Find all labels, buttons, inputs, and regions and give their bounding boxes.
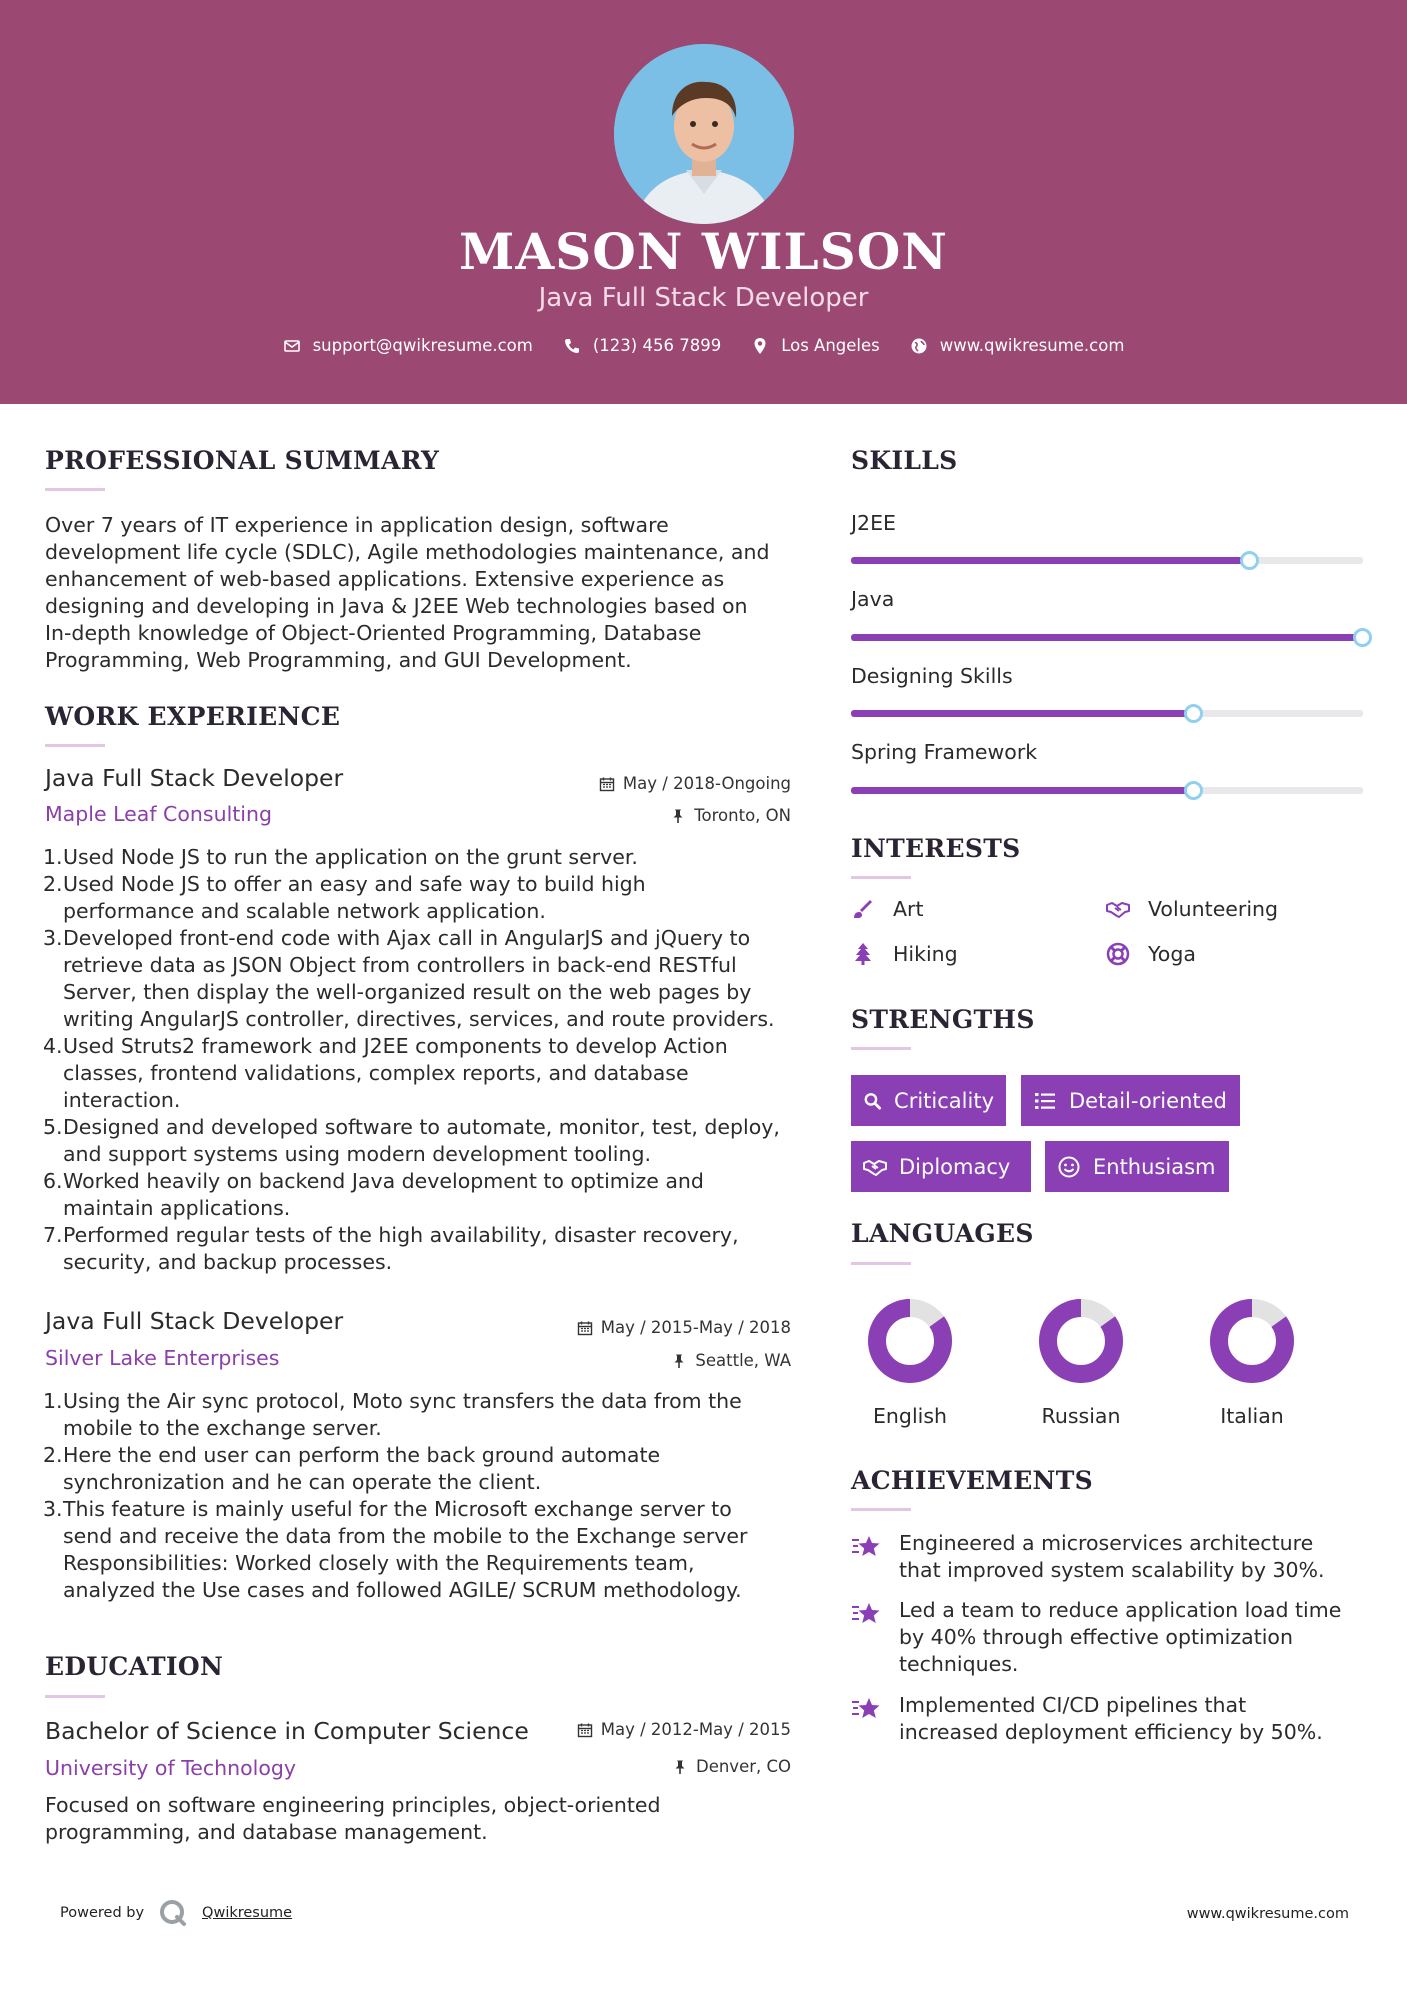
item-number: 3. bbox=[43, 926, 63, 950]
interests-divider bbox=[851, 876, 911, 879]
list-item bbox=[45, 871, 805, 925]
list-item bbox=[45, 844, 805, 871]
list-item bbox=[45, 1114, 805, 1168]
item-number: 3. bbox=[43, 1497, 63, 1521]
strengths-divider bbox=[851, 1047, 911, 1050]
item-number: 2. bbox=[43, 872, 63, 896]
pushpin-icon bbox=[671, 1353, 687, 1369]
list-item bbox=[45, 1033, 805, 1114]
education-heading: EDUCATION bbox=[45, 1652, 224, 1681]
shooting-star-icon bbox=[851, 1694, 881, 1724]
skill-label: Java bbox=[851, 587, 895, 611]
achievement-line: that improved system scalability by 30%. bbox=[899, 1558, 1325, 1582]
item-line: Designed and developed software to automate, monitor, test, deploy, bbox=[63, 1115, 780, 1139]
map-pin-icon bbox=[751, 337, 769, 355]
job-location bbox=[671, 1351, 791, 1370]
skill-bar bbox=[851, 557, 1363, 564]
achievement-line: by 40% through effective optimization bbox=[899, 1625, 1293, 1649]
location-text: Los Angeles bbox=[781, 336, 880, 355]
job-date-text: May / 2018-Ongoing bbox=[622, 774, 791, 793]
profile-photo bbox=[614, 44, 794, 224]
contact-bar bbox=[0, 336, 1407, 355]
strength-label: Diplomacy bbox=[899, 1154, 1011, 1179]
job-responsibilities bbox=[45, 1388, 805, 1604]
skill-label: Designing Skills bbox=[851, 664, 1013, 688]
contact-email[interactable] bbox=[283, 336, 533, 355]
skill-label: Spring Framework bbox=[851, 740, 1038, 764]
tree-icon bbox=[851, 942, 875, 966]
job-date bbox=[577, 1318, 791, 1337]
contact-website[interactable] bbox=[910, 336, 1125, 355]
item-line: writing AngularJS controller, directives, services, and route providers. bbox=[63, 1007, 775, 1031]
item-line: classes, frontend validations, complex reports, and database bbox=[63, 1061, 689, 1085]
strength-badge bbox=[851, 1075, 1006, 1126]
experience-divider bbox=[45, 744, 105, 747]
calendar-icon bbox=[577, 1722, 593, 1738]
summary-line: Over 7 years of IT experience in application design, software bbox=[45, 513, 669, 537]
interest-item bbox=[851, 897, 924, 921]
strength-label: Enthusiasm bbox=[1093, 1154, 1216, 1179]
calendar-icon bbox=[577, 1320, 593, 1336]
skill-label: J2EE bbox=[851, 511, 896, 535]
education-location-text: Denver, CO bbox=[695, 1757, 791, 1776]
job-location-text: Toronto, ON bbox=[694, 806, 791, 825]
email-text: support@qwikresume.com bbox=[312, 336, 533, 355]
item-number: 6. bbox=[43, 1169, 63, 1193]
item-line: and support systems using modern development tooling. bbox=[63, 1142, 652, 1166]
lifebuoy-icon bbox=[1106, 942, 1130, 966]
avatar bbox=[614, 44, 794, 224]
summary-heading: PROFESSIONAL SUMMARY bbox=[45, 446, 440, 475]
skill-bar-fill bbox=[851, 710, 1194, 717]
summary-text bbox=[45, 512, 805, 674]
skill-bar-knob bbox=[1184, 704, 1203, 723]
item-line: Server, then display the well-organized result on the web pages by bbox=[63, 980, 752, 1004]
handshake-icon bbox=[1106, 897, 1130, 921]
strength-badge bbox=[1021, 1075, 1240, 1126]
footer-website[interactable]: www.qwikresume.com bbox=[1186, 1906, 1349, 1922]
skills-heading: SKILLS bbox=[851, 446, 958, 475]
item-line: Used Node JS to run the application on the grunt server. bbox=[63, 845, 638, 869]
powered-by-text: Powered by bbox=[60, 1905, 145, 1921]
achievements-heading: ACHIEVEMENTS bbox=[851, 1466, 1093, 1495]
interest-label: Art bbox=[893, 897, 924, 921]
strength-label: Criticality bbox=[894, 1088, 994, 1113]
skill-bar-fill bbox=[851, 787, 1194, 794]
skill-bar-knob bbox=[1353, 628, 1372, 647]
website-text: www.qwikresume.com bbox=[939, 336, 1125, 355]
interest-item bbox=[1106, 897, 1278, 921]
item-number: 4. bbox=[43, 1034, 63, 1058]
item-number: 1. bbox=[43, 845, 63, 869]
languages-heading: LANGUAGES bbox=[851, 1219, 1034, 1248]
interest-label: Yoga bbox=[1148, 942, 1196, 966]
item-line: Worked heavily on backend Java development to optimize and bbox=[63, 1169, 704, 1193]
job-date bbox=[599, 774, 791, 793]
summary-line: development life cycle (SDLC), Agile methodologies maintenance, and bbox=[45, 540, 770, 564]
strength-badge bbox=[1045, 1141, 1229, 1192]
phone-icon bbox=[563, 337, 581, 355]
brand-link[interactable]: Qwikresume bbox=[202, 1905, 293, 1921]
item-line: synchronization and he can operate the client. bbox=[63, 1470, 542, 1494]
strength-label: Detail-oriented bbox=[1069, 1088, 1227, 1113]
education-location bbox=[672, 1757, 791, 1776]
skill-bar-knob bbox=[1184, 781, 1203, 800]
summary-line: designing and developing in Java & J2EE Web technologies based on bbox=[45, 594, 748, 618]
achievement-line: increased deployment efficiency by 50%. bbox=[899, 1720, 1323, 1744]
smile-icon bbox=[1057, 1155, 1081, 1179]
summary-line: Programming, Web Programming, and GUI Development. bbox=[45, 648, 632, 672]
item-number: 2. bbox=[43, 1443, 63, 1467]
list-item bbox=[45, 1388, 805, 1442]
footer-powered-by bbox=[60, 1898, 292, 1928]
achievement-line: Implemented CI/CD pipelines that bbox=[899, 1693, 1247, 1717]
list-item bbox=[45, 1496, 805, 1604]
item-line: Used Struts2 framework and J2EE components to develop Action bbox=[63, 1034, 728, 1058]
interest-item bbox=[851, 942, 958, 966]
item-line: Here the end user can perform the back ground automate bbox=[63, 1443, 661, 1467]
item-line: This feature is mainly useful for the Microsoft exchange server to bbox=[63, 1497, 732, 1521]
candidate-name: MASON WILSON bbox=[459, 222, 948, 281]
achievement-line: Led a team to reduce application load time bbox=[899, 1598, 1342, 1622]
item-number: 5. bbox=[43, 1115, 63, 1139]
job-responsibilities bbox=[45, 844, 805, 1276]
degree-title: Bachelor of Science in Computer Science bbox=[45, 1717, 529, 1745]
item-line: mobile to the exchange server. bbox=[63, 1416, 382, 1440]
interest-label: Hiking bbox=[893, 942, 958, 966]
languages-divider bbox=[851, 1262, 911, 1265]
language-ring bbox=[866, 1297, 954, 1385]
education-date-text: May / 2012-May / 2015 bbox=[600, 1720, 791, 1739]
item-line: Using the Air sync protocol, Moto sync transfers the data from the bbox=[63, 1389, 742, 1413]
skill-bar-knob bbox=[1240, 551, 1259, 570]
education-line: programming, and database management. bbox=[45, 1820, 488, 1844]
language-ring bbox=[1208, 1297, 1296, 1385]
education-divider bbox=[45, 1695, 105, 1698]
skill-bar bbox=[851, 787, 1363, 794]
job-location bbox=[670, 806, 791, 825]
school-name: University of Technology bbox=[45, 1756, 297, 1780]
list-item bbox=[45, 1222, 805, 1276]
list-item bbox=[45, 1168, 805, 1222]
education-description bbox=[45, 1792, 805, 1846]
company-name: Silver Lake Enterprises bbox=[45, 1346, 280, 1370]
achievement-line: Engineered a microservices architecture bbox=[899, 1531, 1314, 1555]
list-item bbox=[45, 1442, 805, 1496]
job-location-text: Seattle, WA bbox=[695, 1351, 791, 1370]
achievement-item bbox=[851, 1530, 1371, 1584]
list-icon bbox=[1033, 1089, 1057, 1113]
item-line: retrieve data as JSON Object from controllers in back-end RESTful bbox=[63, 953, 737, 977]
company-name: Maple Leaf Consulting bbox=[45, 802, 273, 826]
header-banner bbox=[0, 0, 1407, 404]
language-label: Russian bbox=[1041, 1404, 1121, 1428]
language-label: English bbox=[872, 1404, 948, 1428]
pushpin-icon bbox=[672, 1759, 688, 1775]
achievements-divider bbox=[851, 1508, 911, 1511]
skill-bar bbox=[851, 710, 1363, 717]
item-line: security, and backup processes. bbox=[63, 1250, 393, 1274]
interests-heading: INTERESTS bbox=[851, 834, 1021, 863]
interest-item bbox=[1106, 942, 1196, 966]
item-line: Performed regular tests of the high availability, disaster recovery, bbox=[63, 1223, 739, 1247]
item-number: 1. bbox=[43, 1389, 63, 1413]
item-line: interaction. bbox=[63, 1088, 181, 1112]
handshake-icon bbox=[863, 1155, 887, 1179]
strength-badge bbox=[851, 1141, 1031, 1192]
job-title: Java Full Stack Developer bbox=[45, 1307, 344, 1335]
item-line: Used Node JS to offer an easy and safe way to build high bbox=[63, 872, 646, 896]
achievement-item bbox=[851, 1692, 1371, 1746]
paintbrush-icon bbox=[851, 897, 875, 921]
skill-bar-fill bbox=[851, 634, 1363, 641]
summary-line: In-depth knowledge of Object-Oriented Programming, Database bbox=[45, 621, 702, 645]
experience-heading: WORK EXPERIENCE bbox=[45, 702, 341, 731]
contact-location bbox=[751, 336, 880, 355]
item-line: maintain applications. bbox=[63, 1196, 291, 1220]
phone-text: (123) 456 7899 bbox=[592, 336, 722, 355]
language-label: Italian bbox=[1220, 1404, 1284, 1428]
list-item bbox=[45, 925, 805, 1033]
qwikresume-logo-icon bbox=[158, 1898, 188, 1928]
skill-bar bbox=[851, 634, 1363, 641]
item-number: 7. bbox=[43, 1223, 63, 1247]
item-line: Responsibilities: Worked closely with the Requirements team, bbox=[63, 1551, 695, 1575]
language-ring bbox=[1037, 1297, 1125, 1385]
calendar-icon bbox=[599, 776, 615, 792]
job-date-text: May / 2015-May / 2018 bbox=[600, 1318, 791, 1337]
summary-divider bbox=[45, 488, 105, 491]
interest-label: Volunteering bbox=[1148, 897, 1279, 921]
education-line: Focused on software engineering principles, object-oriented bbox=[45, 1793, 661, 1817]
search-icon bbox=[863, 1089, 882, 1113]
shooting-star-icon bbox=[851, 1599, 881, 1629]
shooting-star-icon bbox=[851, 1532, 881, 1562]
skill-bar-fill bbox=[851, 557, 1250, 564]
pushpin-icon bbox=[670, 808, 686, 824]
item-line: analyzed the Use cases and followed AGILE/ SCRUM methodology. bbox=[63, 1578, 742, 1602]
achievement-line: techniques. bbox=[899, 1652, 1019, 1676]
job-title: Java Full Stack Developer bbox=[45, 764, 344, 792]
globe-icon bbox=[910, 337, 928, 355]
achievement-item bbox=[851, 1597, 1371, 1678]
item-line: send and receive the data from the mobile to the Exchange server bbox=[63, 1524, 748, 1548]
candidate-role: Java Full Stack Developer bbox=[538, 283, 869, 313]
education-date bbox=[577, 1720, 791, 1739]
strengths-heading: STRENGTHS bbox=[851, 1005, 1035, 1034]
item-line: performance and scalable network application. bbox=[63, 899, 546, 923]
summary-line: enhancement of web-based applications. Extensive experience as bbox=[45, 567, 725, 591]
envelope-icon bbox=[283, 337, 301, 355]
item-line: Developed front-end code with Ajax call in AngularJS and jQuery to bbox=[63, 926, 751, 950]
contact-phone[interactable] bbox=[563, 336, 721, 355]
